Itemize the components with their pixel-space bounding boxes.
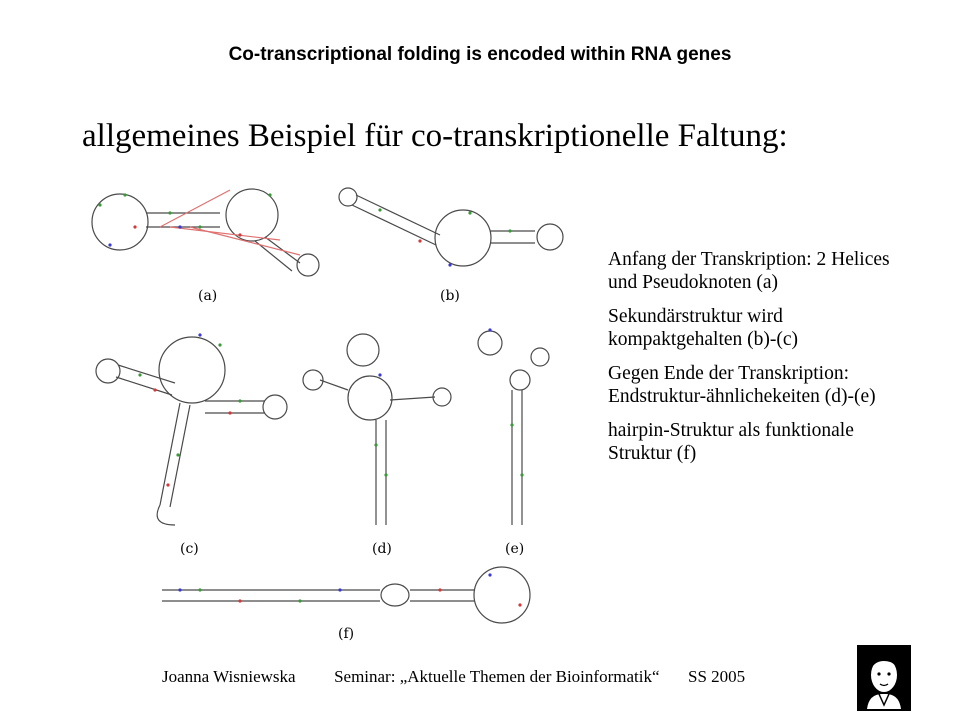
university-logo-icon: [857, 645, 911, 711]
figure-label-f: (f): [338, 626, 355, 642]
footer-term: SS 2005: [688, 667, 746, 686]
footer-author: Joanna Wisniewska: [162, 667, 296, 686]
notes-panel: [608, 248, 908, 476]
slide-footer: [162, 667, 745, 687]
structure-d: [303, 334, 451, 525]
note-item: Gegen Ende der Transkription: Endstruktur-ähnlichekeiten (d)-(e): [608, 363, 876, 407]
structure-c: [96, 337, 287, 525]
note-item: Anfang der Transkription: 2 Helices und Pseudoknoten (a): [608, 249, 890, 293]
figure-label-a: (a): [198, 288, 218, 304]
structure-a: [92, 189, 319, 276]
rna-folding-figure: [80, 175, 590, 645]
figure-label-b: (b): [440, 288, 460, 304]
figure-label-c: (c): [180, 541, 199, 557]
figure-label-e: (e): [505, 541, 525, 557]
structure-b: [339, 188, 563, 266]
note-item: Sekundärstruktur wird kompaktgehalten (b)-(c): [608, 306, 799, 350]
structure-f: [162, 567, 530, 623]
footer-seminar: Seminar: „Aktuelle Themen der Bioinformatik“: [334, 667, 660, 686]
structure-e: [478, 331, 549, 525]
note-item: hairpin-Struktur als funktionale Struktur (f): [608, 420, 854, 464]
figure-label-d: (d): [372, 541, 392, 557]
slide-header: Co-transcriptional folding is encoded within RNA genes: [228, 44, 732, 65]
slide-subtitle: allgemeines Beispiel für co-transkriptionelle Faltung:: [82, 118, 788, 154]
